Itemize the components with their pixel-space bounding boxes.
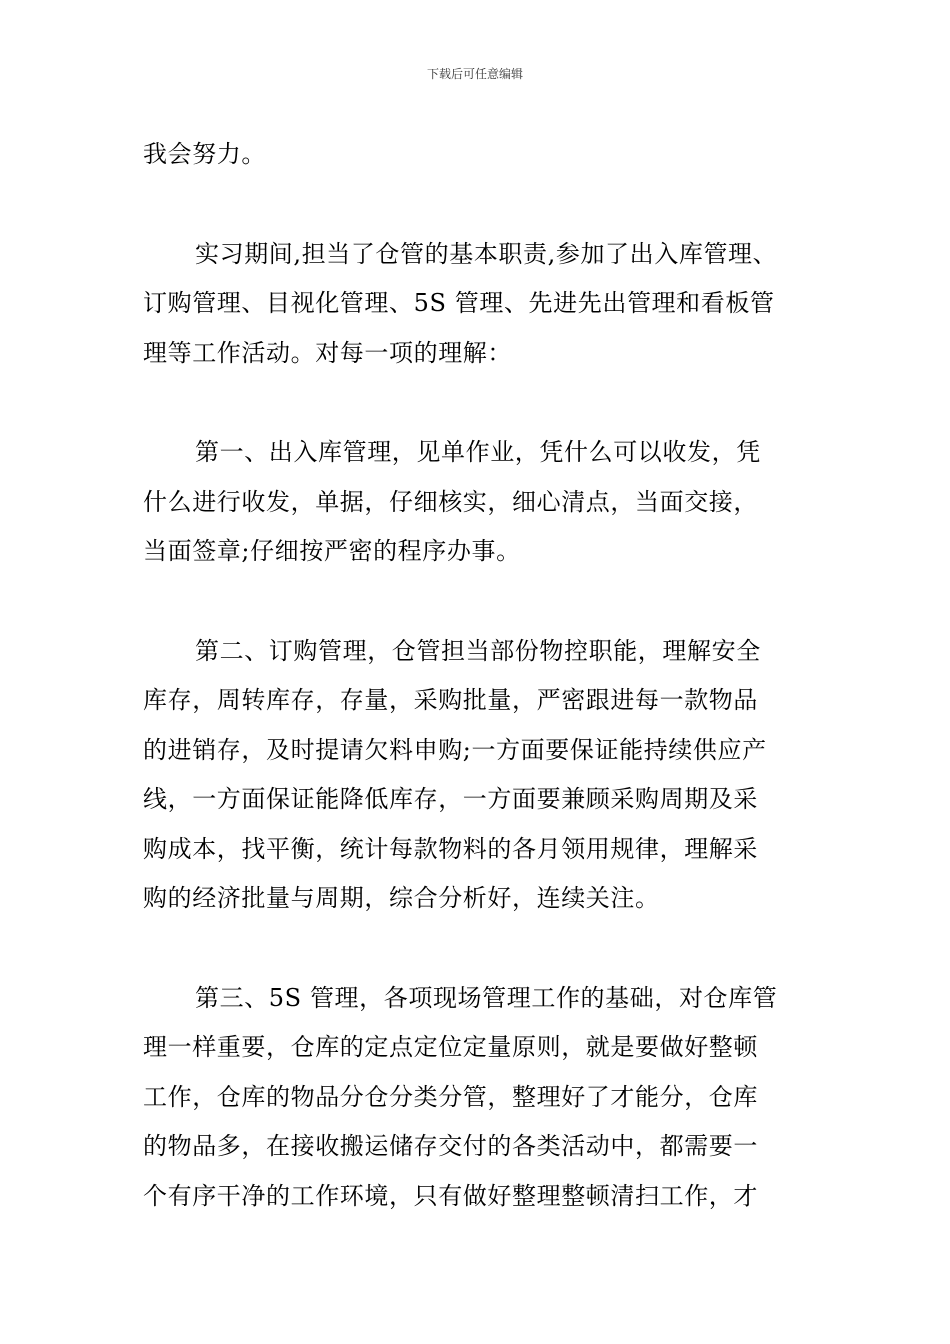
text-line: 当面签章;仔细按严密的程序办事。	[143, 537, 521, 565]
text-line: 的进销存，及时提请欠料申购;一方面要保证能持续供应产	[143, 735, 767, 764]
text-line: 工作，仓库的物品分仓分类分管，整理好了才能分，仓库	[143, 1082, 758, 1111]
text-line: 库存，周转库存，存量，采购批量，严密跟进每一款物品	[143, 686, 758, 714]
text-line: 实习期间,担当了仓管的基本职责,参加了出入库管理、	[195, 239, 778, 268]
paragraph-5s	[143, 974, 813, 1222]
text-line: 个有序干净的工作环境，只有做好整理整顿清扫工作，才	[143, 1181, 758, 1210]
text-line: 线，一方面保证能降低库存，一方面要兼顾采购周期及采	[143, 785, 758, 813]
text-line: 订购管理、目视化管理、5S 管理、先进先出管理和看板管	[143, 289, 775, 317]
text-line: 理等工作活动。对每一项的理解：	[143, 338, 512, 367]
text-line: 第二、订购管理，仓管担当部份物控职能，理解安全	[195, 636, 761, 665]
text-line: 第三、5S 管理，各项现场管理工作的基础，对仓库管	[195, 983, 778, 1012]
text-line: 购成本，找平衡，统计每款物料的各月领用规律，理解采	[143, 834, 758, 863]
paragraph-inbound-outbound	[143, 428, 813, 577]
text-line: 第一、出入库管理，见单作业，凭什么可以收发，凭	[195, 438, 761, 466]
text-line: 什么进行收发，单据，仔细核实，细心清点，当面交接，	[143, 487, 758, 516]
document-body	[143, 130, 813, 1271]
text-line: 购的经济批量与周期，综合分析好，连续关注。	[143, 884, 660, 912]
text-line: 的物品多，在接收搬运储存交付的各类活动中，都需要一	[143, 1132, 758, 1160]
paragraph-continuation	[143, 130, 813, 180]
text-line: 我会努力。	[143, 140, 266, 168]
paragraph-purchasing	[143, 627, 813, 924]
text-line: 理一样重要，仓库的定点定位定量原则，就是要做好整顿	[143, 1033, 758, 1061]
page-header: 下载后可任意编辑	[426, 67, 523, 81]
paragraph-internship-duties	[143, 230, 813, 379]
